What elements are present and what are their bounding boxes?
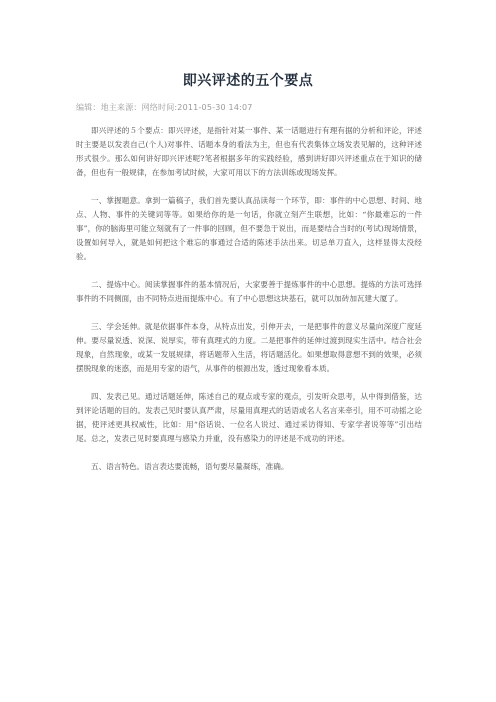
article-meta: 编辑：地主来源：网络时间:2011-05-30 14:07 [76, 103, 253, 112]
article-body [76, 124, 422, 488]
paragraph-point-4: 四、发表己见。通过话题延伸，陈述自己的观点或专家的观点，引发听众思考，从中得到借鉴，达到评论话题的目的。发表己见时要认真严肃，尽量用真理式的话语或名人名言来牵引，用不可动摇之论据，使评述更具权威性，比如：用“俗话说、一位名人说过、通过采访得知、专家学者说等等”引出结尾。总之，发表己见时要真理与感染力并重，没有感染力的评述是不成功的评述。 [76, 392, 422, 443]
article-title: 即兴评述的五个要点 [182, 73, 314, 89]
paragraph-point-5: 五、语言特色。语言表达要流畅，语句要尽量凝练，准确。 [91, 462, 289, 471]
paragraph-point-2: 二、提炼中心。阅读掌握事件的基本情况后，大家要善于提炼事件的中心思想。提炼的方法可选择事件的不同侧面，由不同特点进而提炼中心。有了中心思想这块基石，就可以加砖加瓦建大厦了。 [76, 280, 422, 303]
paragraph-point-1: 一、掌握题意。拿到一篇稿子，我们首先要认真品读每一个环节，即：事件的中心思想、时间、地点、人物、事件的关键词等等。如果给你的是一句话，你就立刻产生联想，比如：“你最难忘的一件事”，你的脑海里可能立刻就有了一件事的回顾，但不要急于说出，而是要结合当时的(考试)现场情景，设置如何导入，就是如何把这个难忘的事通过合适的陈述手法出来。切忌单刀直入，这样显得太没经验。 [76, 196, 422, 261]
paragraph-point-3: 三、学会延伸。就是依据事件本身，从特点出发，引伸开去，一是把事件的意义尽量向深度广度延伸。要尽量说透、说深、说厚实，带有真理式的力度。二是把事件的延伸过渡到现实生活中。结合社会现象，自然现象，或某一发展规律，将话题带入生活，将话题活化。如果想取得意想不到的效果，必须摆脱现象的迷惑，而是用专家的语气，从事件的根源出发，透过现象看本质。 [76, 322, 422, 373]
paragraph-intro: 即兴评述的５个要点：即兴评述，是指针对某一事件、某一话题进行有理有据的分析和评论，评述时主要是以发表自己(个人)对事件、话题本身的看法为主，但也有代表集体立场发表见解的，这种评述形式很少。那么如何讲好即兴评述呢?笔者根据多年的实践经验，感到讲好即兴评述重点在于知识的储备，但也有一般规律，在参加考试时候，大家可用以下的方法训练或现场发挥。 [76, 126, 422, 177]
